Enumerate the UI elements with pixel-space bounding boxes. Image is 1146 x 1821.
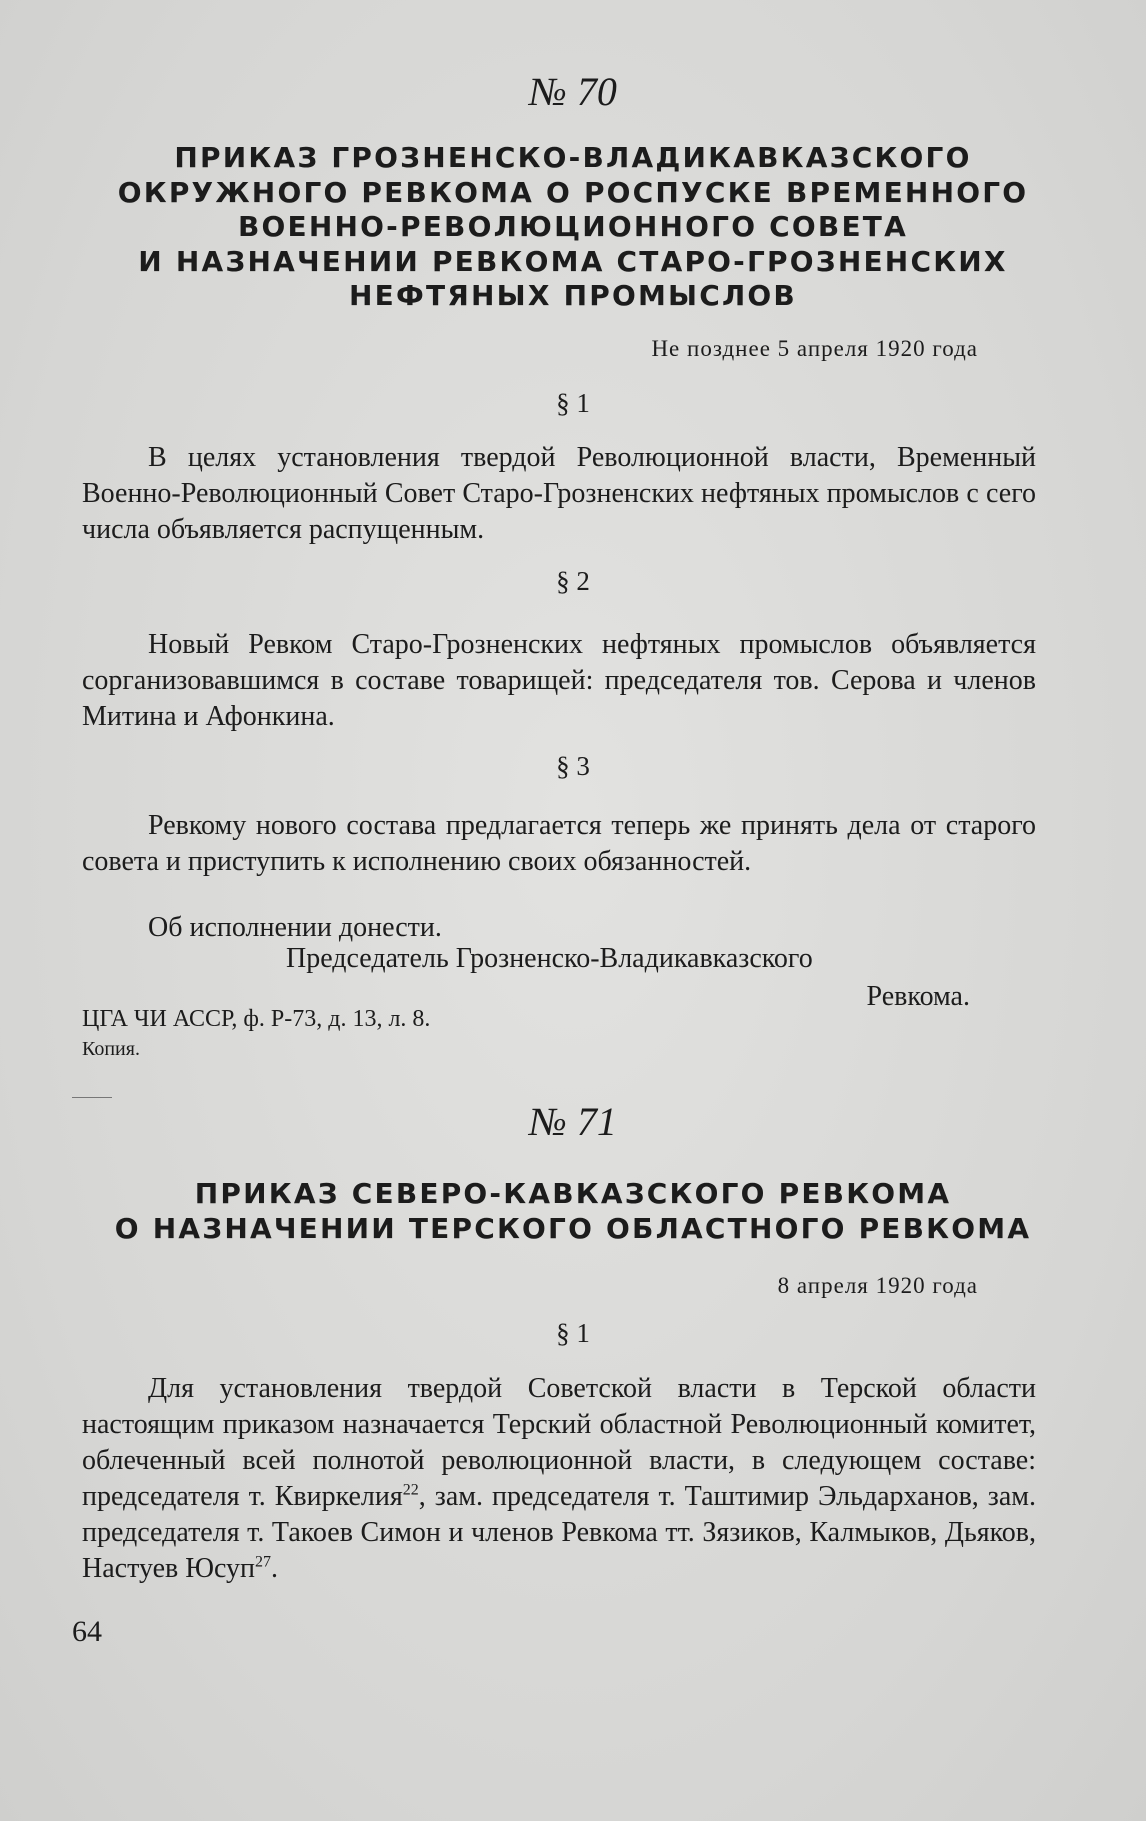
doc70-section-1-sign: § 1 bbox=[556, 388, 590, 418]
doc71-date: 8 апреля 1920 года bbox=[777, 1273, 978, 1298]
doc71-text-part2: , зам. председателя т. Таштимир Эльдарханов, зам. председателя т. Такоев Симон и членов Ревкома тт. Зязиков, Калмыков, Дьяков, Настуев Юсуп bbox=[82, 1481, 1036, 1584]
doc70-title-line: ПРИКАЗ ГРОЗНЕНСКО-ВЛАДИКАВКАЗСКОГО bbox=[174, 141, 972, 174]
doc71-number: № 71 bbox=[529, 1099, 617, 1144]
doc70-section-2-sign: § 2 bbox=[556, 566, 590, 596]
doc71-section-1-sign: § 1 bbox=[556, 1318, 590, 1348]
page-number: 64 bbox=[72, 1615, 102, 1648]
doc70-section-2-text: Новый Ревком Старо-Грозненских нефтяных промыслов объявляется сорганизовавшимся в составе товарищей: председателя тов. Серова и членов Митина и Афонкина. bbox=[82, 629, 1036, 732]
doc71-section-1-text bbox=[82, 1371, 1036, 1587]
doc70-section-1-text: В целях установления твердой Революционной власти, Временный Военно-Революционный Совет Старо-Грозненских нефтяных промыслов с сего числа объявляется распущенным. bbox=[82, 442, 1036, 545]
doc71-title-line: ПРИКАЗ СЕВЕРО-КАВКАЗСКОГО РЕВКОМА bbox=[194, 1177, 952, 1210]
doc71-text-part1: Для установления твердой Советской власти в Терской области настоящим приказом назначается Терский областной Революционный комитет, облеченный всей полнотой революционной власти, в следующем составе: председателя т. Квиркелия bbox=[82, 1373, 1036, 1512]
doc70-section-3-sign: § 3 bbox=[556, 751, 590, 781]
doc70-signature-line1: Председатель Грозненско-Владикавказского bbox=[286, 943, 813, 974]
doc71-title-line: О НАЗНАЧЕНИИ ТЕРСКОГО ОБЛАСТНОГО РЕВКОМА bbox=[114, 1211, 1032, 1245]
footnote-ref-22: 22 bbox=[402, 1481, 419, 1499]
doc70-archive-reference: ЦГА ЧИ АССР, ф. Р-73, д. 13, л. 8. bbox=[82, 1006, 431, 1032]
footnote-ref-27: 27 bbox=[255, 1553, 272, 1571]
doc70-title-line: ОКРУЖНОГО РЕВКОМА О РОСПУСКЕ ВРЕМЕННОГО bbox=[117, 175, 1029, 209]
doc70-title-line: НЕФТЯНЫХ ПРОМЫСЛОВ bbox=[349, 279, 797, 312]
doc70-date: Не позднее 5 апреля 1920 года bbox=[651, 336, 978, 361]
doc70-number: № 70 bbox=[529, 69, 617, 114]
doc70-title bbox=[90, 141, 1056, 314]
doc70-signature-line2: Ревкома. bbox=[866, 981, 970, 1012]
doc70-section-3-text: Ревкому нового состава предлагается теперь же принять дела от старого совета и приступить к исполнению своих обязанностей. bbox=[82, 810, 1036, 877]
doc71-text-part3: . bbox=[271, 1553, 279, 1584]
doc70-closing: Об исполнении донести. bbox=[148, 912, 442, 943]
doc70-title-line: ВОЕННО-РЕВОЛЮЦИОННОГО СОВЕТА bbox=[238, 210, 908, 243]
doc70-copy-note: Копия. bbox=[82, 1038, 140, 1060]
doc70-title-line: И НАЗНАЧЕНИИ РЕВКОМА СТАРО-ГРОЗНЕНСКИХ bbox=[138, 244, 1008, 278]
doc71-title bbox=[90, 1177, 1056, 1246]
